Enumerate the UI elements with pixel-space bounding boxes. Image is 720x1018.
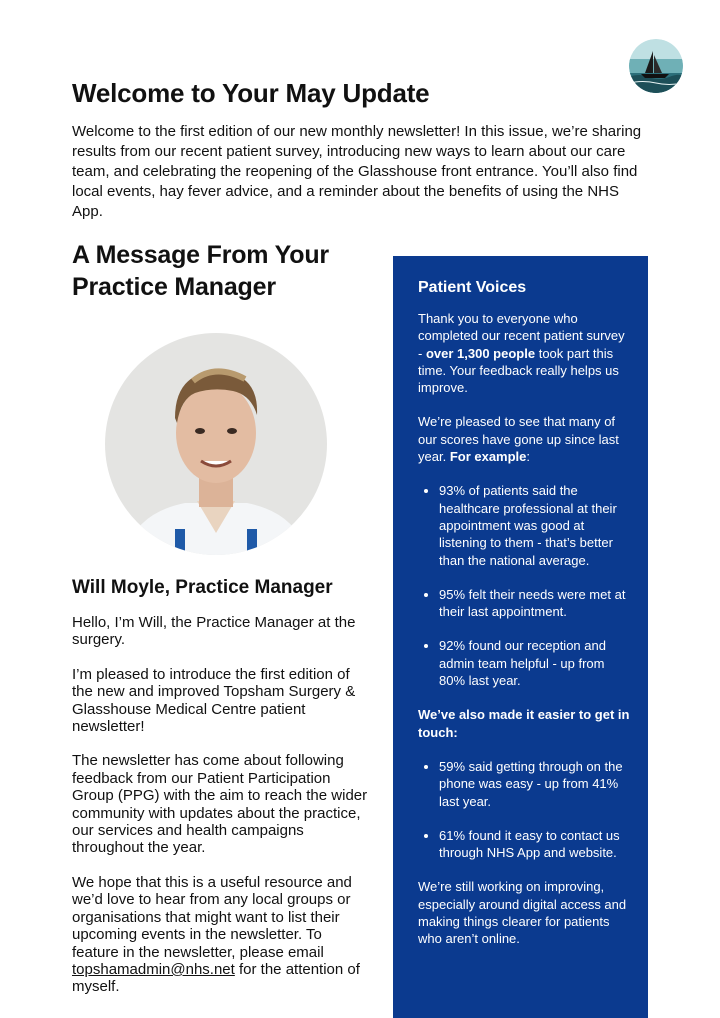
list-item: • 61% found it easy to contact us through NHS App and website. <box>439 827 630 862</box>
contact-results-list <box>418 758 630 861</box>
list-item: • 59% said getting through on the phone was easy - up from 41% last year. <box>439 758 630 810</box>
list-item: • 92% found our reception and admin team helpful - up from 80% last year. <box>439 637 630 689</box>
survey-results-list <box>418 482 630 689</box>
patient-voices-panel <box>393 256 648 1018</box>
page-title: Welcome to Your May Update <box>72 78 430 108</box>
panel-title: Patient Voices <box>418 279 527 296</box>
manager-section-heading: A Message From Your Practice Manager <box>72 241 329 301</box>
list-item: • 93% of patients said the healthcare professional at their appointment was good at listening to them - that’s better than the national average. <box>439 482 630 568</box>
panel-scores-intro: We’re pleased to see that many of our scores have gone up since last year. For example: <box>418 414 619 465</box>
panel-thanks: Thank you to everyone who completed our recent patient survey - over 1,300 people took part this time. Your feedback really helps us improve. <box>418 311 625 396</box>
message-paragraph: We hope that this is a useful resource and we’d love to hear from any local groups or organisations that might want to list their upcoming events in the newsletter. To feature in the newsletter, please email topshamadmin@nhs.net for the attention of myself. <box>72 873 360 996</box>
email-link[interactable]: topshamadmin@nhs.net <box>72 960 235 978</box>
list-item: • 95% felt their needs were met at their last appointment. <box>439 586 630 621</box>
message-paragraph: Hello, I’m Will, the Practice Manager at the surgery. <box>72 614 356 649</box>
panel-contact-heading: We’ve also made it easier to get in touch: <box>418 707 630 740</box>
intro-paragraph: Welcome to the first edition of our new monthly newsletter! In this issue, we’re sharing results from our recent patient survey, introducing new ways to learn about our care team, and celebrating the reopening of the Glasshouse front entrance. You’ll also find local events, hay fever advice, and a reminder about the benefits of using the NHS App. <box>72 123 642 220</box>
practice-logo <box>629 39 683 93</box>
manager-photo <box>105 333 327 555</box>
message-paragraph: I’m pleased to introduce the first edition of the new and improved Topsham Surgery & Glasshouse Medical Centre patient newsletter! <box>72 665 356 736</box>
panel-closing: We’re still working on improving, especially around digital access and making things clearer for patients who aren’t online. <box>418 879 627 947</box>
manager-name: Will Moyle, Practice Manager <box>72 577 333 598</box>
message-paragraph: The newsletter has come about following feedback from our Patient Participation Group (PPG) with the aim to reach the wider community with updates about the practice, our services and health campaigns throughout the year. <box>72 752 368 857</box>
manager-message <box>72 614 372 1013</box>
